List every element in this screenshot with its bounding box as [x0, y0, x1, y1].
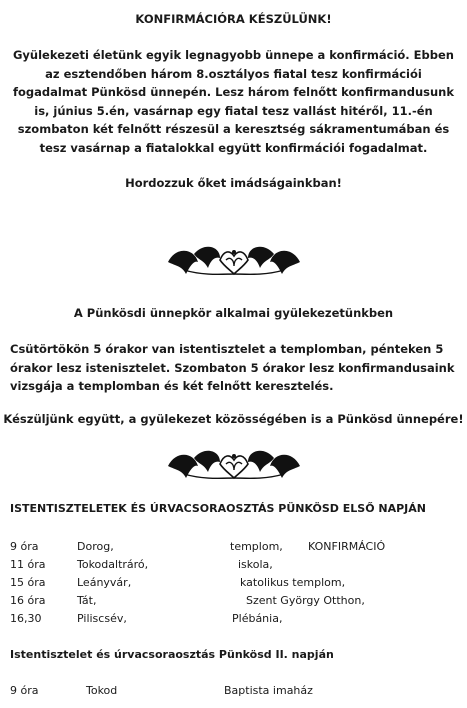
- schedule-row: [10, 682, 457, 700]
- schedule-time: 9 óra: [10, 684, 39, 697]
- schedule-time: 11 óra: [10, 558, 46, 571]
- ivy-ornament-icon-svg: [164, 444, 304, 484]
- schedule-place: Tát,: [77, 594, 97, 607]
- schedule-venue: iskola,: [238, 558, 273, 571]
- schedule-time: 16 óra: [10, 594, 46, 607]
- schedule-place: Tokodaltráró,: [77, 558, 149, 571]
- schedule-row: [10, 538, 457, 556]
- ivy-ornament-icon: [0, 240, 467, 280]
- schedule-row: [10, 574, 457, 592]
- schedule-note: KONFIRMÁCIÓ: [308, 540, 386, 553]
- intro-paragraph: Gyülekezeti életünk egyik legnagyobb ünnepe a konfirmáció. Ebben az esztendőben három 8.osztályos fiatal tesz konfirmációi fogadalmat Pünkösd ünnepén. Lesz három felnőtt konfirmandusunk is, június 5.én, vasárnap egy fiatal tesz vallást hitéről, 11.-én szombaton két felnőtt részesül a keresztség sákramentumában és tesz vasárnap a fiatalokkal együtt konfirmációi fogadalmat.: [12, 48, 454, 155]
- schedule-venue: katolikus templom,: [240, 576, 346, 589]
- schedule2-heading: Istentisztelet és úrvacsoraosztás Pünkösd II. napján: [10, 648, 334, 661]
- schedule-row: [10, 610, 457, 628]
- schedule1-heading: ISTENTISZTELETEK ÉS ÚRVACSORAOSZTÁS PÜNKÖSD ELSŐ NAPJÁN: [10, 502, 426, 515]
- prayer-line: Hordozzuk őket imádságainkban!: [125, 176, 342, 190]
- schedule-place: Leányvár,: [77, 576, 132, 589]
- schedule-place: Tokod: [86, 684, 118, 697]
- ivy-ornament-icon-svg: [164, 240, 304, 280]
- schedule-time: 9 óra: [10, 540, 39, 553]
- schedule-venue: Szent György Otthon,: [246, 594, 365, 607]
- page-title: KONFIRMÁCIÓRA KÉSZÜLÜNK!: [135, 12, 332, 26]
- invite-line: Készüljünk együtt, a gyülekezet közösségében is a Pünkösd ünnepére!: [3, 412, 464, 426]
- schedule-row: [10, 556, 457, 574]
- schedule-venue: Plébánia,: [232, 612, 283, 625]
- schedule-time: 16,30: [10, 612, 42, 625]
- section-heading-pentecost: A Pünkösdi ünnepkör alkalmai gyülekezetünkben: [73, 306, 394, 320]
- section-paragraph-pentecost: Csütörtökön 5 órakor van istentisztelet a templomban, pénteken 5 órakor lesz istenisztelet. Szombaton 5 órakor lesz konfirmandusaink vizsgája a templomban és két felnőtt keresztelés.: [10, 342, 455, 393]
- schedule-place: Piliscsév,: [77, 612, 127, 625]
- ivy-ornament-icon: [0, 444, 467, 484]
- schedule-venue: Baptista imaház: [224, 684, 313, 697]
- schedule-venue: templom,: [230, 540, 283, 553]
- schedule-time: 15 óra: [10, 576, 46, 589]
- schedule-place: Dorog,: [77, 540, 114, 553]
- schedule-row: [10, 592, 457, 610]
